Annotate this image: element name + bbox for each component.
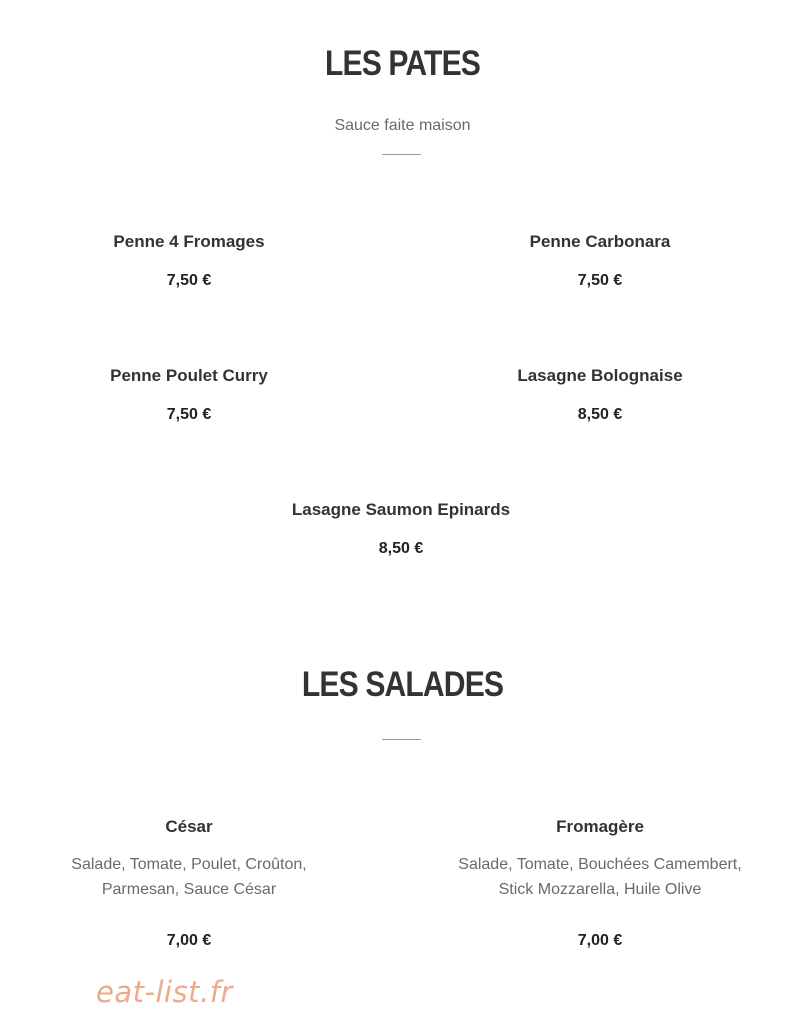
menu-item-penne-poulet-curry[interactable] [0,366,389,425]
menu-item-lasagne-bolognaise[interactable] [400,366,800,425]
menu-item-description [0,852,389,902]
section-title-pates: LES PATES [324,44,481,83]
menu-item-name: César [165,817,213,836]
menu-item-cesar[interactable] [0,817,389,951]
menu-item-price: 7,00 € [577,932,623,949]
menu-item-name: Lasagne Saumon Epinards [291,500,511,519]
menu-item-name: Penne Poulet Curry [110,366,268,385]
menu-item-price: 8,50 € [378,540,424,557]
menu-item-description-line: Parmesan, Sauce César [101,881,277,898]
menu-item-price: 7,50 € [577,272,623,289]
menu-item-description [400,852,800,902]
menu-item-description-line: Salade, Tomate, Bouchées Camembert, [458,856,742,873]
section-title-salades: LES SALADES [301,665,504,704]
menu-item-price: 7,00 € [166,932,212,949]
menu-item-price: 7,50 € [166,406,212,423]
menu-item-description-line: Salade, Tomate, Poulet, Croûton, [71,856,307,873]
menu-item-price: 8,50 € [577,406,623,423]
menu-item-fromagere[interactable] [400,817,800,951]
menu-item-name: Penne 4 Fromages [113,232,265,251]
watermark-logo: eat-list.fr [96,975,233,1009]
section-divider-salades [382,739,421,740]
menu-item-lasagne-saumon-epinards[interactable] [201,500,601,559]
menu-item-penne-4-fromages[interactable] [0,232,389,291]
menu-item-penne-carbonara[interactable] [400,232,800,291]
menu-item-name: Penne Carbonara [529,232,671,251]
section-subtitle-pates: Sauce faite maison [334,117,471,134]
menu-item-price: 7,50 € [166,272,212,289]
menu-item-name: Fromagère [556,817,644,836]
menu-item-name: Lasagne Bolognaise [517,366,683,385]
section-divider-pates [382,154,421,155]
menu-item-description-line: Stick Mozzarella, Huile Olive [498,881,702,898]
